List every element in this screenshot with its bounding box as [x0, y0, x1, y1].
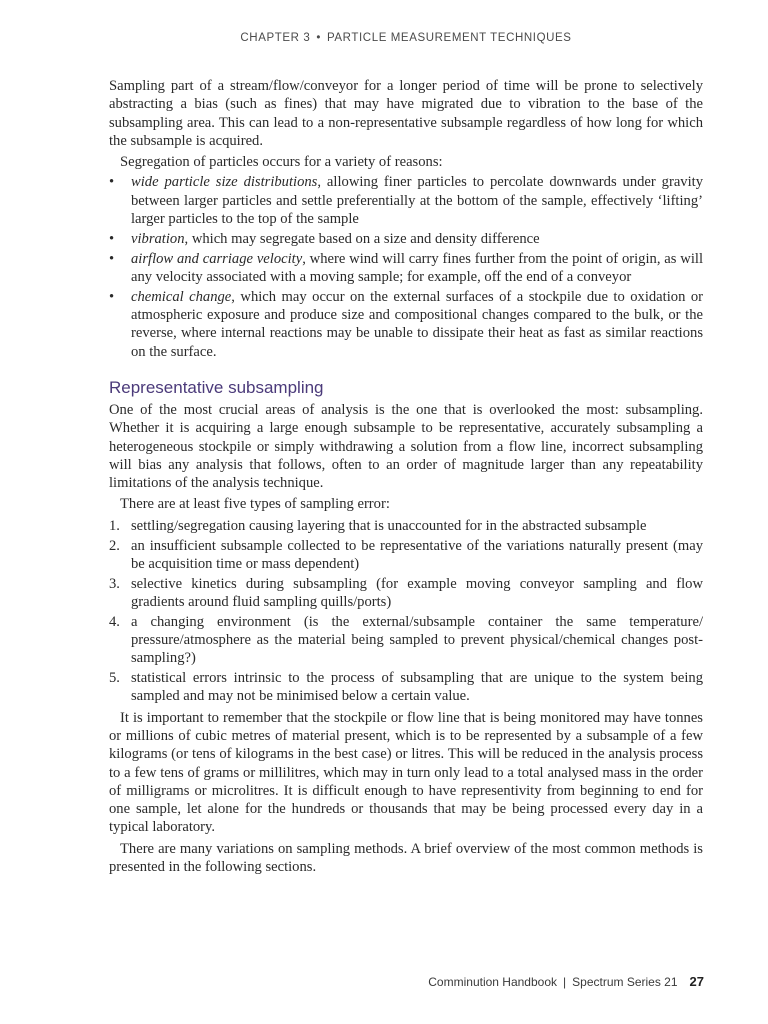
reason-text: , which may occur on the external surfaces of a stockpile due to oxidation or atmospheric exposure and produce size and compositional changes compared to the bulk, or the reverse, where internal reactions may be unable to dissipate their heat as fast as similar reactions on the surface.	[131, 288, 703, 360]
running-header	[0, 32, 768, 44]
list-item	[109, 517, 703, 535]
error-text: selective kinetics during subsampling (for example moving conveyor sampling and flow gradients around fluid sampling quills/ports)	[131, 575, 703, 610]
list-number: 2.	[109, 537, 120, 554]
errors-lead-in: There are at least five types of sampling error:	[120, 496, 390, 513]
reason-text: , which may segregate based on a size and density difference	[184, 230, 540, 247]
footer-divider: |	[563, 975, 567, 989]
list-number: 3.	[109, 575, 120, 592]
list-item	[109, 613, 703, 668]
bullet: •	[109, 230, 115, 247]
list-number: 5.	[109, 670, 120, 687]
chapter-title: PARTICLE MEASUREMENT TECHNIQUES	[326, 32, 572, 44]
list-item	[109, 537, 703, 574]
error-text: statistical errors intrinsic to the process of subsampling that are unique to the system being sampled and may not be minimised below a certain value.	[131, 670, 703, 705]
reason-term: vibration	[131, 230, 185, 247]
series-title: Spectrum Series 21	[572, 975, 678, 989]
error-text: a changing environment (is the external/subsample container the same temperature/ pressure/atmosphere as the material being sampled to prevent physical/chemical changes post-sampling?)	[131, 613, 703, 667]
reason-text: , allowing finer particles to percolate downwards under gravity between larger particles and settle preferentially at the bottom of the sample, effectively ‘lifting’ larger particles to the top of the sample	[131, 174, 704, 228]
running-footer	[428, 974, 704, 989]
list-item	[109, 230, 703, 248]
stockpile-paragraph: It is important to remember that the stockpile or flow line that is being monitored may have tonnes or millions of cubic metres of material present, which is to be represented by a subsample of a few kilograms (or tens of kilograms in the best case) or litres. This will be reduced in the analysis process to a few tens of grams or millilitres, which may in turn only lead to a total analysed mass in the order of milligrams or microlitres. It is difficult enough to have representivity from beginning to end for one sample, let alone for the hundreds or thousands that may be being processed every day in a typical laboratory.	[109, 709, 703, 836]
sampling-errors-list	[109, 517, 703, 706]
error-text: settling/segregation causing layering that is unaccounted for in the abstracted subsample	[131, 517, 647, 534]
reason-term: chemical change	[131, 288, 232, 305]
section-heading: Representative subsampling	[109, 377, 324, 397]
bullet: •	[109, 174, 115, 191]
reason-term: wide particle size distributions	[131, 174, 318, 191]
list-number: 4.	[109, 613, 120, 630]
list-item	[109, 250, 703, 287]
list-item	[109, 173, 703, 228]
error-text: an insufficient subsample collected to be representative of the variations naturally present (may be acquisition time or mass dependent)	[131, 537, 703, 572]
segregation-reasons-list	[109, 173, 703, 360]
list-item	[109, 669, 703, 706]
list-item	[109, 575, 703, 612]
book-title: Comminution Handbook	[428, 975, 558, 989]
section-paragraph: One of the most crucial areas of analysis is the one that is overlooked the most: subsampling. Whether it is acquiring a large enough subsample to be representative, accurately subsampling a heterogeneous stockpile or simply withdrawing a solution from a flow line, incorrect subsampling will bias any analysis that follows, often to an order of magnitude larger than any repeatability limitations of the analysis technique.	[109, 401, 703, 492]
list-number: 1.	[109, 517, 120, 534]
list-item	[109, 288, 703, 361]
bullet: •	[109, 250, 115, 267]
bullet: •	[109, 288, 115, 305]
page-number: 27	[689, 974, 704, 989]
header-separator: •	[316, 32, 321, 44]
segregation-lead-in: Segregation of particles occurs for a variety of reasons:	[120, 154, 443, 171]
reason-term: airflow and carriage velocity	[131, 250, 303, 267]
chapter-label: CHAPTER 3	[240, 32, 311, 44]
reason-text: , where wind will carry fines further from the point of origin, as will any velocity associated with a moving sample; for example, off the end of a conveyor	[131, 250, 704, 285]
methods-paragraph: There are many variations on sampling methods. A brief overview of the most common methods is presented in the following sections.	[109, 840, 703, 876]
intro-paragraph: Sampling part of a stream/flow/conveyor for a longer period of time will be prone to selectively abstracting a bias (such as fines) that may have migrated due to vibration to the base of the subsampling area. This can lead to a non-representative subsample regardless of how long for which the subsample is acquired.	[109, 78, 703, 149]
page-body	[109, 77, 703, 876]
